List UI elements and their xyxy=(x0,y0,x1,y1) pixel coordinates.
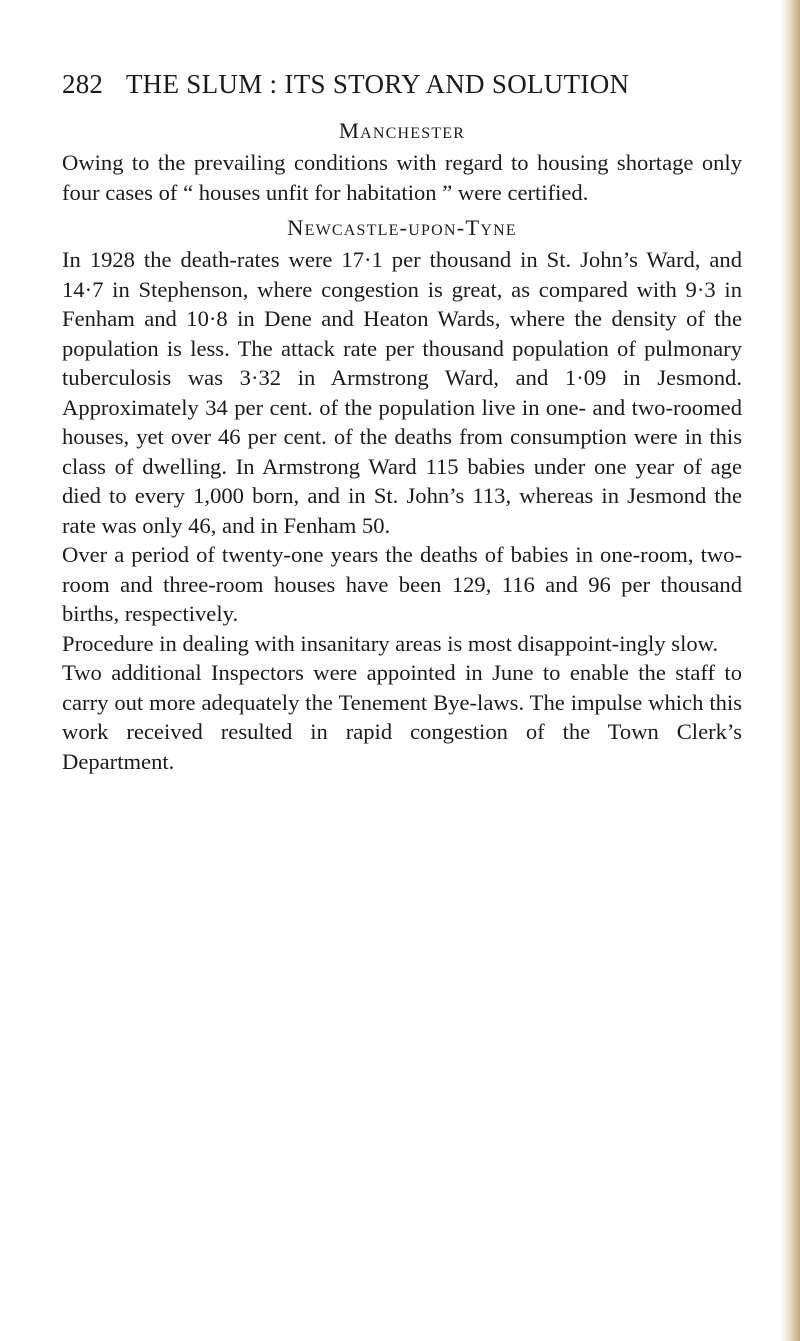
paragraph: Procedure in dealing with insanitary areas is most disappoint-ingly slow. xyxy=(62,630,719,656)
section-heading-manchester: Manchester xyxy=(338,118,466,143)
body-text xyxy=(62,110,742,776)
paragraph: In 1928 the death-rates were 17·1 per thousand in St. John’s Ward, and 14·7 in Stephenson, where congestion is great, as compared with 9·3 in Fenham and 10·8 in Dene and Heaton Wards, where the density of the population is less. The attack rate per thousand population of pulmonary tuberculosis was 3·32 in Armstrong Ward, and 1·09 in Jesmond. Approximately 34 per cent. of the population live in one- and two-roomed houses, yet over 46 per cent. of the deaths from consumption were in this class of dwelling. In Armstrong Ward 115 babies under one year of age died to every 1,000 born, and in St. John’s 113, whereas in Jesmond the rate was only 46, and in Fenham 50. xyxy=(62,247,742,538)
paragraph: Owing to the prevailing conditions with regard to housing shortage only four cases of “ houses unfit for habitation ” were certified. xyxy=(62,150,742,205)
page-number: 282 xyxy=(62,69,104,99)
paragraph: Two additional Inspectors were appointed in June to enable the staff to carry out more adequately the Tenement Bye-laws. The impulse which this work received resulted in rapid congestion of the Town Clerk’s Department. xyxy=(62,660,742,774)
paragraph: Over a period of twenty-one years the deaths of babies in one-room, two-room and three-room houses have been 129, 116 and 96 per thousand births, respectively. xyxy=(62,542,742,626)
section-heading-newcastle: Newcastle-upon-Tyne xyxy=(287,215,517,240)
book-title: THE SLUM : ITS STORY AND SOLUTION xyxy=(125,69,630,99)
running-head xyxy=(62,64,742,104)
page-edge xyxy=(786,0,800,1341)
